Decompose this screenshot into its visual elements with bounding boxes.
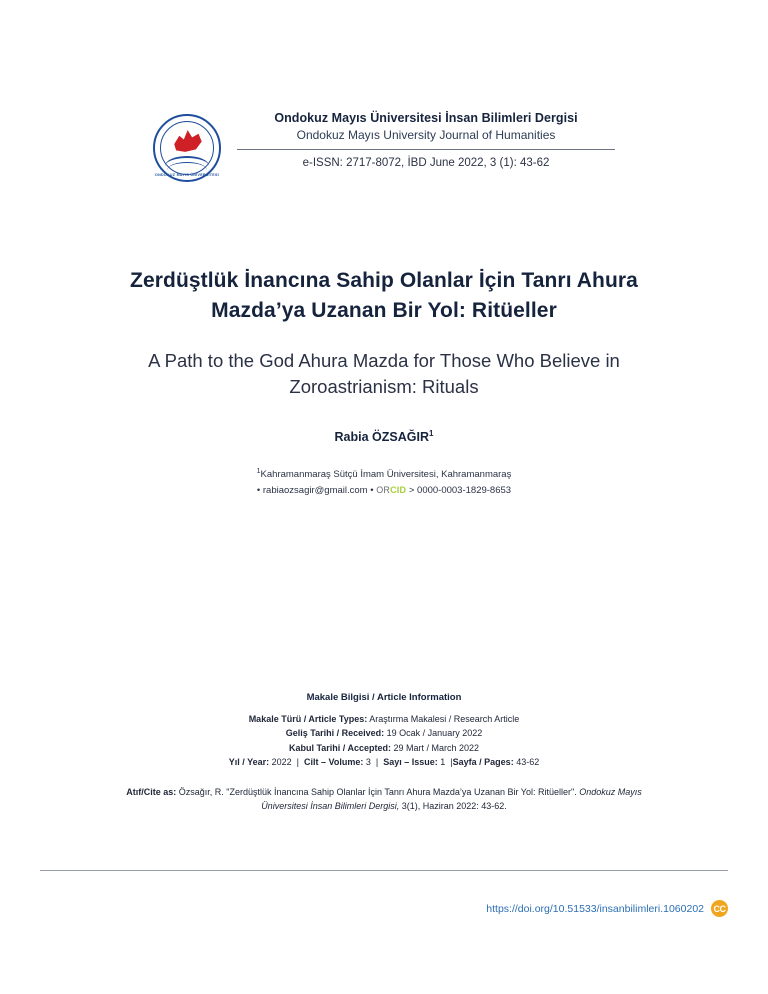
info-value-issue: 1 — [440, 757, 446, 768]
affiliation-footnote-marker: 1 — [256, 468, 261, 476]
info-label-received: Geliş Tarihi / Received: — [285, 728, 385, 739]
orcid-id[interactable]: > 0000-0003-1829-8653 — [408, 484, 512, 496]
citation-block — [104, 785, 664, 814]
creative-commons-icon[interactable]: CC — [711, 900, 728, 917]
affiliation-text: Kahramanmaraş Sütçü İmam Üniversitesi, Kahramanmaraş — [260, 469, 512, 481]
info-label-year: Yıl / Year: — [228, 757, 270, 768]
info-label-volume: Cilt – Volume: — [304, 757, 364, 768]
info-row-accepted — [0, 741, 768, 756]
info-row-received — [0, 726, 768, 741]
author-affiliation — [0, 466, 768, 482]
article-title-en: A Path to the God Ahura Mazda for Those Who Believe in Zoroastrianism: Rituals — [148, 349, 620, 398]
masthead — [0, 0, 768, 182]
author-name-text: Rabia ÖZSAĞIR — [334, 430, 429, 445]
logo-caption: ONDOKUZ MAYIS ÜNİVERSİTESİ — [155, 173, 219, 177]
info-value-received: 19 Ocak / January 2022 — [386, 728, 483, 739]
info-label-accepted: Kabul Tarihi / Accepted: — [288, 742, 391, 753]
info-value-volume: 3 — [365, 757, 371, 768]
author-contact — [0, 485, 768, 496]
info-label-article-type: Makale Türü / Article Types: — [248, 713, 368, 724]
author-name — [0, 429, 768, 444]
journal-title-tr: Ondokuz Mayıs Üniversitesi İnsan Bilimleri Dergisi — [274, 111, 578, 125]
info-value-article-type: Araştırma Makalesi / Research Article — [369, 713, 520, 724]
info-label-issue: Sayı – Issue: — [383, 757, 438, 768]
author-email[interactable]: • rabiaozsagir@gmail.com • — [256, 484, 374, 496]
journal-issn-line: e-ISSN: 2717-8072, İBD June 2022, 3 (1): 43-62 — [302, 156, 550, 169]
footer — [40, 900, 728, 917]
journal-titles — [237, 110, 615, 169]
footer-divider — [40, 870, 728, 871]
doi-link[interactable]: https://doi.org/10.51533/insanbilimleri.1060202 — [486, 902, 704, 915]
info-label-pages: Sayfa / Pages: — [452, 757, 514, 768]
omu-logo — [153, 114, 221, 182]
citation-label: Atıf/Cite as: — [126, 787, 177, 798]
orcid-icon: ORCID — [376, 484, 407, 495]
citation-journal-name: Ondokuz Mayıs Üniversitesi İnsan Bilimleri Dergisi, — [261, 787, 642, 812]
info-value-accepted: 29 Mart / March 2022 — [393, 742, 480, 753]
article-information — [0, 692, 768, 814]
info-row-issue-meta: Yıl / Year: 2022 | Cilt – Volume: 3 | Sayı – Issue: 1 |Sayfa / Pages: 43-62 — [228, 757, 540, 768]
info-row-article-type — [0, 712, 768, 727]
article-title-tr: Zerdüştlük İnancına Sahip Olanlar İçin Tanrı Ahura Mazda’ya Uzanan Bir Yol: Ritüeller — [130, 269, 638, 322]
info-value-pages: 43-62 — [516, 757, 540, 768]
author-footnote-marker: 1 — [429, 429, 434, 439]
info-value-year: 2022 — [271, 757, 292, 768]
citation-tail: 3(1), Haziran 2022: 43-62. — [401, 801, 507, 812]
citation-text: Özsağır, R. "Zerdüştlük İnancına Sahip Olanlar İçin Tanrı Ahura Mazda’ya Uzanan Bir Yol: Ritüeller". — [178, 787, 577, 798]
article-information-heading: Makale Bilgisi / Article Information — [306, 691, 462, 703]
journal-title-en: Ondokuz Mayıs University Journal of Humanities — [237, 127, 615, 150]
